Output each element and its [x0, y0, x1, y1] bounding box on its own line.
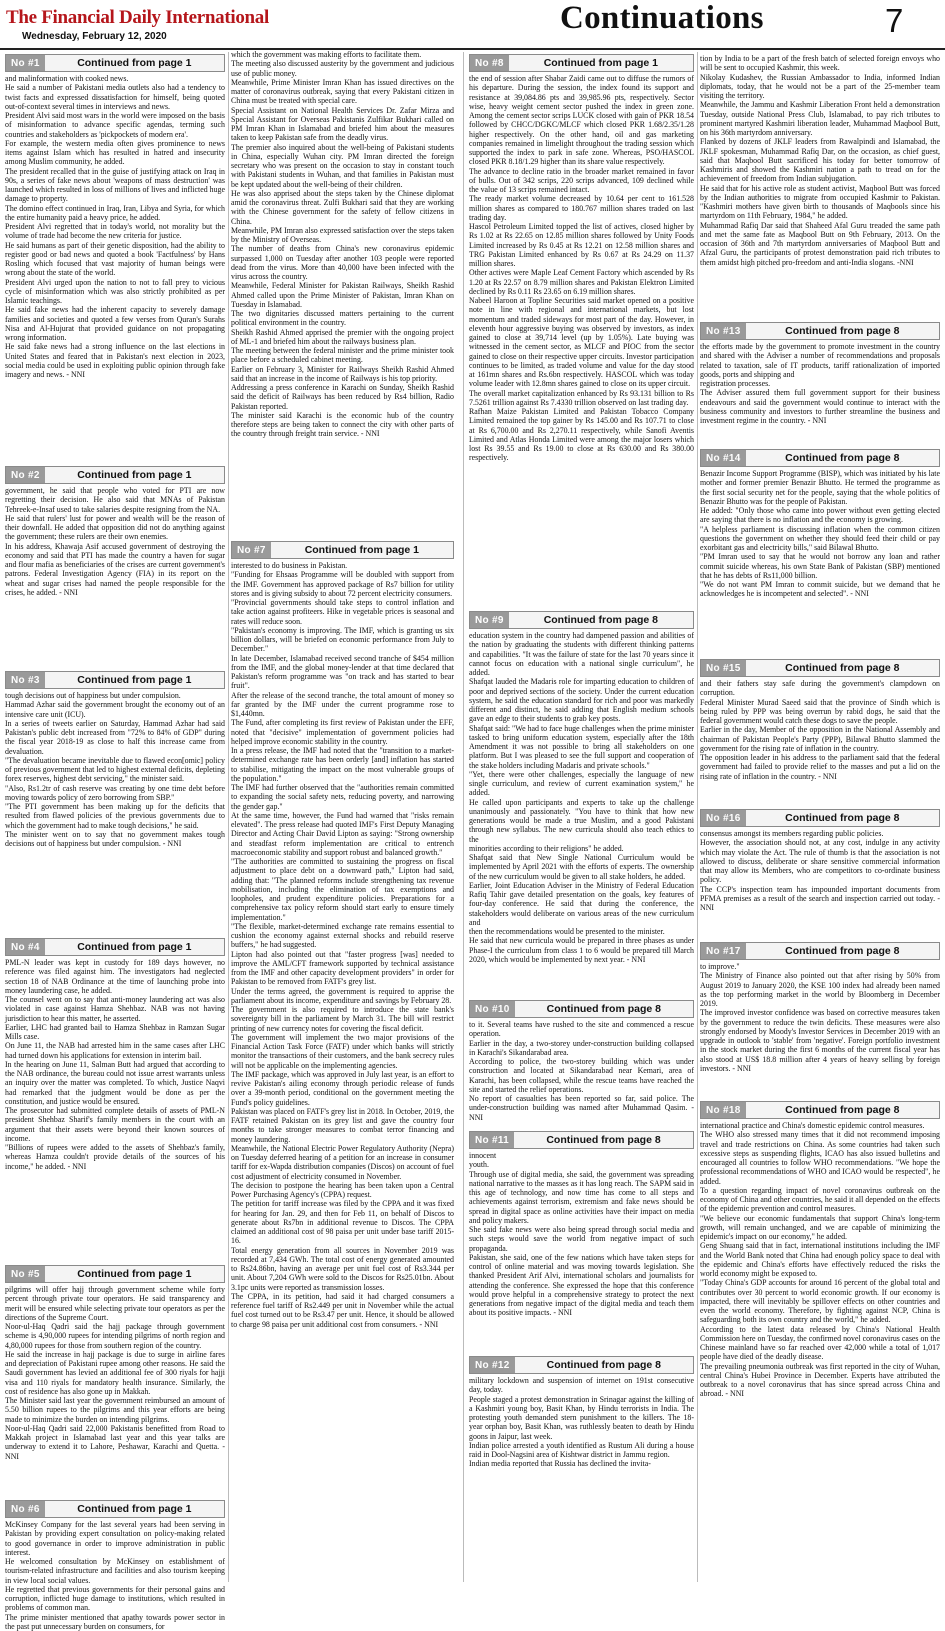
column-divider — [697, 52, 698, 1582]
story-body: to improve." The Ministry of Finance also pointed out that after rising by 50% from August 2019 to January 2020, the KSE 100 index had already been named as the top performing market in the world by Bloomberg in December 2019. The improved investor confidence was based on corrective measures taken by the government to reduce the twin deficits. These measures were also strongly endorsed by Moody's Investor Services in December 2019 with an upgrade in outlook to 'stable' from 'negative'. Foreign portfolio investment in the stock market during the first 6 months of the current fiscal year has also stood at US$ 18.8 million after 4 years of heavy selling by foreign investors. - NNI — [700, 962, 940, 1073]
story-body: international practice and China's domestic epidemic control measures. The WHO also stressed many times that it did not recommend imposing travel and trade restrictions on China. As some countries had taken such excessive steps as suspending flights, ICAO has also issued bulletins and encouraged all countries to follow WHO recommendations. "We hope the professional recommendations of WHO and ICAO would be respected", he added. To a question regarding impact of novel coronavirus outbreak on the economy of China and other countries, he said it all depended on the effects of the epidemic prevention and control measures. "We believe our economic fundamentals that support China's long-term growth, will remain unchanged, and we are capable of minimizing the epidemic's impact on our economy," he added. Geng Shuang said that in fact, international institutions including the IMF and the World Bank noted that China had enough policy space to deal with the epidemic and China's efforts have effectively reduced the risks the world economy might be exposed to. "Today China's GDP accounts for around 16 percent of the global total and contributes over 30 percent to world economic growth. If our economy is impacted, there will inevitably be spillover effects on other countries and even the world economy. Therefore, by fighting against NCP, China is safeguarding both its own country and the world," he added. According to the latest data released by China's National Health Commission here on Tuesday, the confirmed novel coronavirus cases on the Chinese mainland have so far reached over 42,000 while a total of 1,017 people have died of the deadly disease. The prevailing pneumonia outbreak was first reported in the city of Wuhan, central China's Hubei Province in December. Experts have attributed the outbreak to a novel coronavirus that has since spread across China and abroad. - NNI — [700, 1121, 940, 1399]
story-header — [5, 1265, 225, 1283]
story-tag: No #7 — [232, 542, 271, 558]
story-6-continued — [231, 50, 454, 536]
story-body: pilgrims will offer hajj through government scheme while forty percent through private tour operators. He said transparency and merit will be ensured while selecting private tour operators as per the directions of the Supreme Court. Noor-ul-Haq Qadri said the hajj package through government scheme is 4,90,000 rupees for intending pilgrims of north region and 4,80,000 rupees for those from southern region of the country. He said the increase in hajj package is due to surge in airline fares and depreciation of Pakistani rupee among other reasons. He said the Saudi government has levied an additional fee of 300 riyals for hajji visa and 110 riyals for mandatory health insurance. Similarly, the cost of residence has also gone up in Makkah. The Minister said last year the government reimbursed an amount of 5.50 billion rupees to the pilgrims and this year efforts are being made to minimize the burden on intending pilgrims. Noor-ul-Haq Qadri said 22,000 Pakistanis benefitted from Road to Makkah project in Islamabad last year and this year talks are underway to extend it to Lahore, Peshawar, Karachi and Quetta. - NNI — [5, 1285, 225, 1461]
story-14 — [700, 449, 940, 654]
story-title: Continued from page 1 — [77, 469, 192, 481]
story-title: Continued from page 8 — [785, 452, 900, 464]
story-tag: No #16 — [701, 810, 746, 826]
story-10 — [469, 1000, 694, 1126]
story-tag: No #12 — [470, 1357, 515, 1373]
story-header — [700, 322, 940, 340]
story-16 — [700, 809, 940, 937]
story-12-continued — [700, 54, 940, 317]
story-body: education system in the country had dampened passion and abilities of the nation by graduating the students with different thinking patterns and capabilities. "It was the failure of state for the last 70 years since it cannot focus on education with a national single curriculum", he added. Shafqat lauded the Madaris role for imparting education to children of poor and deprived sections of the society. Under the current education system, he said the education standard for rich and poor was markedly different and distinct, he said adding that English medium schools gave an edge to their students to grab key posts. Shafqat said: "We had to face huge challenges when the prime minister tasked to bring uniform education system, especially after the 18th Amendment it was not possible to bring all stakeholders on one platform. But I was pleased to see the full support and cooperation of the stake holders including Madaris and private schools." "Yet, there were other challenges, especially the language of new single curriculum, and review of current examination system," he added. He called upon participants and experts to take up the challenge unanimously and passionately. "You have to think that how new generations would be made a true Muslim, and a good Pakistani through new syllabus. The new curricula should also teach ethics to the minorities according to their religions" he added. Shafqat said that New Single National Curriculum would be implemented by April 2021 with the efforts of experts. The ownership of the new curriculum would be given to all stake holders, he added. Earlier, Joint Education Adviser in the Ministry of Federal Education Rafiq Tahir gave detailed presentation on the goals, key features of four-day conference. He said that during the conference, the stakeholders would deliberate on various areas of the new curriculum and then the recommendations would be presented to the minister. He said that new curricula would be prepared in three phases as under Phase-I the curriculum from class 1 to 6 would be prepared till March 2020, which would be implemented by next year. - NNI — [469, 631, 694, 964]
story-13 — [700, 322, 940, 444]
section-title: Continuations — [560, 0, 764, 36]
story-title: Continued from page 1 — [77, 674, 192, 686]
story-body: the end of session after Shabar Zaidi came out to diffuse the rumors of his departure. During the session, the index found its support and resistance at 39,084.86 pts and 39,985.96 pts, respectively. Sector wise, heavy weight cement sector pushed the index in green zone. Among the cement sector scrips LUCK closed with gain of PKR 18.54 followed by CHCC/DGKC/MLCF which closed PKR 1.68/2.35/1.28 higher respectively. On the other hand, oil and gas marketing companies remained in limelight throughout the trading session which supported the index to park in safe zone. Whereas, PSO/HASCOL closed PKR 8.18/1.29 higher than its share value respectively. The advance to decline ratio in the broader market remained in favor of bulls. Out of 342 scrips, 220 scrips advanced, 109 declined while the value of 13 scrips remained intact. The ready market volume decreased by 10.64 per cent to 161.528 million shares as compared to 180.767 million shares traded on last trading day. Hascol Petroleum Limited topped the list of actives, closed higher by Rs 1.02 at Rs 22.65 on 12.85 million shares followed by Unity Foods Limited increased by Rs 0.45 at Rs 12.21 on 12.58 million shares and TRG Pakistan Limited enhanced by Rs 0.67 at Rs 24.29 on 11.37 million shares. Other actives were Maple Leaf Cement Factory which ascended by Rs 1.20 at Rs 22.57 on 8.79 million shares and Pakistan Elektron Limited declined by Rs 0.11 Rs 23.65 on 6.19 million shares. Nabeel Haroon at Topline Securities said market opened on a positive note in line with regional and international markets, but lost momentum and traded sideways for most part of the day. However, in eleventh hour aggressive buying was observed by investors, as index gained to close at 39,714 level (up by 1.05%). Late buying was witnessed in the cement sector, as MLCF and PIOC from the sector gained to close on their respective upper circuits. Investor participation continues to be limited, as traded volume and value for the day stood at 161mn shares and Rs.6bn respectively. HASCOL which was today volume leader with 12.8mn shares gained to close on its upper circuit. The overall market capitalization enhanced by Rs 93.131 billion to Rs 7.5261 trillion against Rs 7.4330 trillion observed on last trading day. Rafhan Maize Pakistan Limited and Pakistan Tobacco Company Limited remained the top gainer by Rs 145.00 and Rs 107.71 to close at Rs 6,700.00 and Rs 2,270.11 respectively, while Sanofi Aventis Limited and Atlas Honda Limited were among the major losers which lost Rs 39.55 and Rs 19.00 to close at Rs 630.00 and Rs 380.00 respectively. — [469, 74, 694, 463]
story-body: Benazir Income Support Programme (BISP), which was initiated by his late mother and former premier Benazir Bhutto. He termed the programme as the first social security net for the people, saying that the whole politics of Benazir Bhutto was for the people of Pakistan. He added: "Only those who came into power without even getting elected are saying that there is no inflation and the economy is growing. "A helpless parliament is discussing inflation when the common citizen questions the government on whether they should feed their child or pay exorbitant gas and electricity bills," said Bilawal Bhutto. "PM Imran used to say that he would not borrow any loan and rather commit suicide whereas, his own State Bank of Pakistan (SBP) mentioned that he has debts of Rs11,000 billion. "We do not want PM Imran to commit suicide, but we demand that he acknowledges he is incompetent and selected". - NNI — [700, 469, 940, 599]
story-header — [469, 1356, 694, 1374]
story-header — [469, 611, 694, 629]
story-tag: No #4 — [6, 939, 45, 955]
story-body: consensus amongst its members regarding public policies. However, the association should not, at any cost, indulge in any activity which may violate the Act. The rule of thumb is that the association is not allowed to discuss, deliberate or share sensitive commercial information that may allow its Members, who are competitors to co-ordinate business policy. The CCP's inspection team has impounded important documents from PFMA premises as a result of the search and inspection carried out today. - NNI — [700, 829, 940, 912]
story-9 — [469, 611, 694, 995]
story-title: Continued from page 1 — [77, 1268, 192, 1280]
story-15 — [700, 659, 940, 804]
story-header — [5, 54, 225, 72]
story-header — [469, 1131, 694, 1149]
story-title: Continued from page 8 — [546, 1359, 661, 1371]
issue-date: Wednesday, February 12, 2020 — [22, 31, 167, 42]
story-body: tough decisions out of happiness but under compulsion. Hammad Azhar said the government brought the economy out of an intensive care unit (ICU). In a series of tweets earlier on Saturday, Hammad Azhar had said Pakistan's public debt increased from "72% to 84% of GDP" during the fiscal year 2018-19 as close to half this increase came from devaluation. "The devaluation became inevitable due to flawed econ[omic] policy of previous government that led to highest external deficits, depleting forex reserves, highest debt servicing," the minister said. "Also, Rs1.2tr of cash reserve was creating by one time debt before moving towards policy of zero borrowing from SBP." "The PTI government has been making up for the deficits that resulted from flawed policies of the previous governments due to which the government had to make tough decisions," he said. The minister went on to say that no government makes tough decisions out of happiness but under compulsion. - NNI — [5, 691, 225, 848]
story-body: McKinsey Company for the last several years had been serving in Pakistan by providing expert consultation on policy-making related to good governance in order to improve administration in public interest. He welcomed consultation by McKinsey on establishment of tourism-related infrastructure and facilities and also tourism keeping in view local social values. He regretted that previous governments for their personal gains and corruption, inflicted huge damage to institutions, which resulted in problems of common man. The prime minister mentioned that apathy towards power sector in the past put unnecessary burden on consumers, for — [5, 1520, 225, 1631]
story-3 — [5, 671, 225, 933]
story-title: Continued from page 1 — [543, 57, 659, 69]
story-title: Continued from page 8 — [785, 662, 900, 674]
story-title: Continued from page 1 — [77, 941, 192, 953]
story-6 — [5, 1500, 225, 1631]
story-body: military lockdown and suspension of internet on 191st consecutive day, today. People staged a protest demonstration in Srinagar against the killing of a Kashmiri young boy, Basit Khan, by Hindu terrorists in India. The protesting youth demanded stern punishment to the killers. The 18-year orphan boy, Basit Khan, was ruthlessly beaten to death by Hindu goons in Jaipur, last week. Indian police arrested a youth identified as Rustum Ali during a house raid in Dool-Nagsini area of Kishtwar district in Jammu region. Indian media reported that Russia has declined the invita- — [469, 1376, 694, 1469]
story-7 — [231, 541, 454, 1577]
column-4 — [700, 54, 940, 1581]
story-header — [700, 809, 940, 827]
story-title: Continued from page 8 — [543, 614, 659, 626]
story-header — [700, 942, 940, 960]
story-tag: No #14 — [701, 450, 746, 466]
story-header — [5, 671, 225, 689]
story-8 — [469, 54, 694, 606]
story-2 — [5, 466, 225, 666]
story-tag: No #3 — [6, 672, 45, 688]
story-title: Continued from page 1 — [77, 57, 192, 69]
story-header — [469, 1000, 694, 1018]
story-header — [700, 659, 940, 677]
story-header — [700, 1101, 940, 1119]
story-header — [5, 938, 225, 956]
story-tag: No #8 — [470, 55, 509, 71]
story-title: Continued from page 8 — [546, 1134, 661, 1146]
story-title: Continued from page 8 — [785, 325, 900, 337]
column-2 — [231, 50, 454, 1581]
story-body: PML-N leader was kept in custody for 189 days however, no reference was filed against him. The investigators had neglected section 18 of NAB Ordinance at the time of launching probe into money laundering case, he added. The counsel went on to say that anti-money laundering act was also violated in case against Hamza Shehbaz. NAB was not having jurisdiction to hear this matter, he asserted. Earlier, LHC had granted bail to Hamza Shehbaz in Ramzan Sugar Mills case. On June 11, the NAB had arrested him in the same cases after LHC had turned down his applications for extension in interim bail. In the hearing on June 11, Salman Butt had argued that according to the NAB ordinance, the bureau could not issue arrest warrants unless an inquiry over the matter was completed. To which, Justice Naqvi had remarked that the judgment would be done as per the constitution, and justice would be ensured. The prosecutor had submitted complete details of assets of PML-N president Shehbaz Sharif's family members in the court with an argument that their assets were beyond their known sources of income. "Billions of rupees were added to the assets of Shehbaz's family, whereas Hamza couldn't provide details of the sources of his income," he added. - NNI — [5, 958, 225, 1171]
story-tag: No #1 — [6, 55, 45, 71]
story-header — [231, 541, 454, 559]
story-tag: No #6 — [6, 1501, 45, 1517]
story-tag: No #5 — [6, 1266, 45, 1282]
story-body: to it. Several teams have rushed to the site and commenced a rescue operation. Earlier in the day, a two-storey under-construction building collapsed in Karachi's Sikandarabad area. According to police, the two-storey building which was under construction and located at Sikandarabad near Kemari, area of Karachi, has been collapsed, while the rescue teams have reached the site and started the relief operations. No report of casualties has been reported so far, said police. The under-construction building was named after Muhammad Qasim. - NNI — [469, 1020, 694, 1122]
story-tag: No #13 — [701, 323, 746, 339]
story-11 — [469, 1131, 694, 1351]
story-title: Continued from page 1 — [77, 1503, 192, 1515]
story-body: which the government was making efforts to facilitate them. The meeting also discussed austerity by the government and judicious use of public money. Meanwhile, Prime Minister Imran Khan has issued directives on the matter of coronavirus outbreak, saying that every Pakistani citizen in China must be treated with special care. Special Assistant on National Health Services Dr. Zafar Mirza and Special Assistant for Overseas Pakistanis Zulfikar Bukhari called on PM Imran Khan in Islamabad and briefed him about the measures taken to keep Pakistan safe from the deadly virus. The premier also inquired about the well-being of Pakistani students in China, especially Wuhan city. PM Imran directed the foreign secretary who was present on the occasion to stay in constant touch with Pakistani students in Wuhan, and that families in Pakistan must be kept updated about the well-being of their children. He was also apprised about the steps taken by the Chinese diplomat amid the coronavirus threat. Zulfi Bukhari said that they are working with the Chinese government for the safety of fellow citizens in China. Meanwhile, PM Imran also expressed satisfaction over the steps taken by the Ministry of Overseas. The number of deaths from China's new coronavirus epidemic surpassed 1,000 on Tuesday after another 103 people were reported dead from the virus. More than 40,000 have been infected with the virus across the country. Meanwhile, Federal Minister for Pakistan Railways, Sheikh Rashid Ahmed called upon the Prime Minister of Pakistan, Imran Khan on Tuesday in Islamabad. The two dignitaries discussed matters pertaining to the current political environment in the country. Sheikh Rashid Ahmed apprised the premier with the ongoing project of ML-1 and briefed him about the railways business plan. The meeting between the federal minister and the prime minister took place before a scheduled cabinet meeting. Earlier on February 3, Minister for Railways Sheikh Rashid Ahmed said that an increase in the income of Railways is his top priority. Addressing a press conference in Karachi on Sunday, Sheikh Rashid said the deficit of Railways has been reduced by Rs4 billion, Radio Pakistan reported. The minister said Karachi is the economic hub of the country therefore steps are being taken to connect the city with other parts of the country through freight train service. - NNI — [231, 50, 454, 439]
story-header — [5, 1500, 225, 1518]
story-header — [700, 449, 940, 467]
story-12 — [469, 1356, 694, 1581]
page-number: 7 — [885, 2, 904, 39]
story-body: the efforts made by the government to promote investment in the country and shared with the Adviser a number of recommendations and proposals related to taxation, sale of IT products, tariff rationalization of imported goods, ports and shipping and registration processes. The Adviser assured them full government support for their business endeavours and said the government would continue to interact with the business community and investors to further streamline the business and investment regime in the country. - NNI — [700, 342, 940, 425]
story-body: interested to do business in Pakistan. "Funding for Ehsaas Programme will be doubled with support from the IMF. Government has approved package of Rs7 billion for utility stores and is giving subsidy to about 72 percent electricity consumers. "Provincial governments should take steps to control inflation and take action against profiteers. Hike in vegetable prices is seasonal and rates will reduce soon. "Pakistan's economy is improving. The IMF, which is granting us six billion dollars, will be briefed on economic performance from July to December." In late December, Islamabad received second tranche of $454 million from the IMF, and the global money-lender at that time declared that Pakistan's reform programme was "on track and has started to bear fruit". After the release of the second tranche, the total amount of money so far granted by the IMF under the current programme rose to $1,440mn. The Fund, after completing its first review of Pakistan under the EFF, noted that "decisive" implementation of government policies had helped improve economic stability in the country. In a press release, the IMF had noted that the "transition to a market-determined exchange rate has been orderly [and] inflation has started to stabilise, mitigating the impact on the most vulnerable groups of the population." The IMF had further observed that the "authorities remain committed to expanding the social safety nets, reducing poverty, and narrowing the gender gap." At the same time, however, the Fund had warned that "risks remain elevated". The press release had quoted IMF's First Deputy Managing Director and Acting Chair David Lipton as saying: "Strong ownership and steadfast reform implementation are critical to entrench macroeconomic stability and support robust and balanced growth." "The authorities are committed to sustaining the progress on fiscal adjustment to place debt on a downward path," Lipton had said, adding that: "The planned reforms include strengthening tax revenue mobilisation, including the elimination of tax exemptions and loopholes, and prudent expenditure policies. Preparations for a comprehensive tax policy reform should start early to ensure timely implementation." "The flexible, market-determined exchange rate remains essential to cushion the economy against external shocks and rebuild reserve buffers," he had suggested. Lipton had also pointed out that "faster progress [was] needed to improve the AML/CFT framework supported by technical assistance from the IMF and other capacity development providers" in order for Pakistan to be removed from FATF's grey list. Under the terms agreed, the government is required to apprise the parliament about its income, expenditure and savings by February 28. The government is also required to introduce the state bank's sovereignty bill in the parliament by March 31. The bill will restrict printing of new currency notes for covering the fiscal deficit. The government will implement the two major provisions of the Financial Action Task Force (FATF) under which banks will strictly monitor the transactions of their customers, and the bank secrecy rules will not be applicable on the implementing agencies. The IMF package, which was approved in July last year, is an effort to revive Pakistan's ailing economy through periodic release of funds over a 39-month period, conditional on the government meeting the Fund's policy guidelines. Pakistan was placed on FATF's grey list in 2018. In October, 2019, the FATF retained Pakistan on its grey list and gave the country four months to take stronger measures to combat terror financing and money laundering. Meanwhile, the National Electric Power Regulatory Authority (Nepra) on Tuesday deferred hearing of a petition for an increase in consumer tariff for ex-Wapda distribution companies (Discos) on account of fuel cost adjustment of electricity consumed in November. The decision to postpone the hearing has been taken upon a Central Power Purchasing Agency's (CPPA) request. The petition for tariff increase was filed by the CPPA and it was fixed for hearing for Jan. 29, and then for Feb 11, on behalf of Discos to generate about Rs7bn in additional revenue to Discos. The CPPA claimed an additional cost of 98 paisa per unit under base tariff 2015-16. Total energy generation from all sources in November 2019 was recorded at 7,434 GWh. The total cost of energy generated amounted to Rs24.86bn, having an average per unit fuel cost of Rs3.344 per unit. About 7,204 GWh were sold to the Discos for Rs25.01bn. About 3.1pc units were reported as transmission losses. The CPPA, in its petition, had said it had charged consumers a reference fuel tariff of Rs2.449 per unit in November while the actual fuel cost turned out to be Rs3.47 per unit. Hence, it should be allowed to charge 98 paisa per unit additional cost from consumers. - NNI — [231, 561, 454, 1329]
newspaper-name: The Financial Daily International — [6, 7, 269, 28]
story-body: and malinformation with cooked news. He said a number of Pakistani media outlets also had a tendency to twist facts and expressed dissatisfaction for himself, being quoted out-of-context several times in interviews and news. President Alvi said most wars in the world were imposed on the basis of misinformation to advance specific agendas, terming such countries and stakeholders as 'pickpockets of modern era'. For example, the western media often gives prominence to news items against Islam which has resulted in hatred and insecurity among Muslim community, he added. The president recalled that in the guise of justifying attack on Iraq in 90s, a series of fake news about 'weapons of mass destruction' was launched which resulted in loss of millions of lives and inflicted huge damage to property. The domino effect continued in Iraq, Iran, Libya and Syria, for which the entire humanity paid a heavy price, he added. President Alvi regretted that in today's world, not morality but the volume of trade had become the new criteria for justice. He said humans as part of their genetic disposition, had the ability to register good or bad news and quoted a book 'Factfulness' by Hans Rosling which focused that vast majority of human beings were wrong about the state of the world. President Alvi urged upon the nation to not to fall prey to vicious cycle of misinformation which was also strictly prohibited as per Islamic teachings. He said fake news had the inherent capacity to severely damage families and societies and quoted a few verses from Quran's Surahs Nisa and Al-Hujurat that provided guidance on not propagating wrong information. He said fake news had a strong influence on the last elections in United States and feared that in Pakistan's next election in 2023, social media could be used in exploiting public opinion through fake imagery and news. - NNI — [5, 74, 225, 379]
column-3 — [469, 54, 694, 1581]
story-tag: No #11 — [470, 1132, 514, 1148]
story-title: Continued from page 1 — [304, 544, 420, 556]
story-title: Continued from page 8 — [785, 1104, 900, 1116]
story-title: Continued from page 8 — [785, 812, 900, 824]
story-tag: No #17 — [701, 943, 746, 959]
story-tag: No #15 — [701, 660, 746, 676]
story-body: innocent youth. Through use of digital media, she said, the government was spreading national narrative to the masses as it has long reach. The SAPM said in this age of technology, and now time has come to all steps and achievements against terrorism, extremism and fake news should be spread in digital space as online activities have their impact on media and policy makers. She said fake news were also being spread through social media and such steps would save the world from negative impact of such propaganda. Pakistan, she said, one of the few nations which have taken steps for control of online material and was moving towards legislation. She thanked President Arif Alvi, international scholars and journalists for attending the conference. She expressed the hope that this conference would prove helpful in a comprehensive strategy to protect the next generations from negative impact of the digital media and teach them about its positive impacts. - NNI — [469, 1151, 694, 1318]
story-4 — [5, 938, 225, 1260]
story-title: Continued from page 8 — [546, 1003, 661, 1015]
story-header — [5, 466, 225, 484]
story-tag: No #9 — [470, 612, 509, 628]
story-tag: No #18 — [701, 1102, 746, 1118]
story-header — [469, 54, 694, 72]
story-title: Continued from page 8 — [785, 945, 900, 957]
column-divider — [228, 52, 229, 1582]
story-17 — [700, 942, 940, 1096]
story-tag: No #10 — [470, 1001, 515, 1017]
story-5 — [5, 1265, 225, 1495]
story-18 — [700, 1101, 940, 1576]
story-body: government, he said that people who voted for PTI are now regretting their decision. He also said that MNAs of Pakistan Tehreek-e-Insaf used to take salaries despite resigning from the NA. He said that rulers' lust for power and wealth will be the reason of their downfall. He added that opposition did not do anything against the government; these rulers are their own enemies. In his address, Khawaja Asif accused government of destroying the economy and said that PTI has made the country a haven for sugar and flour mafia as beneficiaries of the crises are current government's patrons. Federal Investigation Agency (FIA) in its report on the wheat and sugar crises had named the people responsible for the crises, he added. - NNI — [5, 486, 225, 597]
story-tag: No #2 — [6, 467, 45, 483]
story-1 — [5, 54, 225, 461]
column-1 — [5, 54, 225, 1631]
masthead — [0, 0, 945, 50]
story-body: and their fathers stay safe during the government's clampdown on corruption. Federal Minister Murad Saeed said that the province of Sindh which is being ruled by PPP was being overrun by rabid dogs, he said that the federal government would catch these dogs to save the people. Earlier in the day, Member of the opposition in the National Assembly and chairman of Pakistan People's Party (PPP), Bilawal Bhutto slammed the government for the rising rate of inflation in the country. The opposition leader in his address to the parliament said that the federal government had failed to provide relief to the masses and put a lid on the rising rate of inflation in the country. - NNI — [700, 679, 940, 781]
story-body: tion by India to be a part of the fresh batch of selected foreign envoys who will be sent to occupied Kashmir, this week. Nikolay Kudashev, the Russian Ambassador to India, informed Indian diplomats, today, that he would not be a part of the 25-member team visiting the territory. Meanwhile, the Jammu and Kashmir Liberation Front held a demonstration Tuesday, outside National Press Club, Islamabad, to pay rich tributes to prominent martyred Kashmiri liberation leader, Muhammad Maqbool Butt, on his 36th martyrdom anniversary. Flanked by dozens of JKLF leaders from Rawalpindi and Islamabad, the JKLF spokesman, Muhammad Rafiq Dar, on the occasion, as chief guest, said that Maqbool Butt sacrificed his today for better tomorrow of Kashmiris and showed the Kashmiri nation a path to tread on for the achievement of freedom from Indian subjugation. He said that for his active role as student activist, Maqbool Butt was forced by the Indian authorities to migrate from occupied Kashmir to Pakistan. "Kashmiri mothers have given birth to thousands of Maqbools since his martyrdom on 11th February, 1984," he added. Muhammad Rafiq Dar said that Shaheed Afal Guru treaded the same path and met the same fate as Maqbool Butt on 9th February, 2013. On the occasion of 36th and 7th martyrdom anniversaries of Maqbool Butt and Afzal Guru, the participants of protest demonstration paid rich tributes to them amidst high pitched pro-freedom and anti-India slogans. -NNI — [700, 54, 940, 267]
column-divider — [463, 52, 464, 1582]
